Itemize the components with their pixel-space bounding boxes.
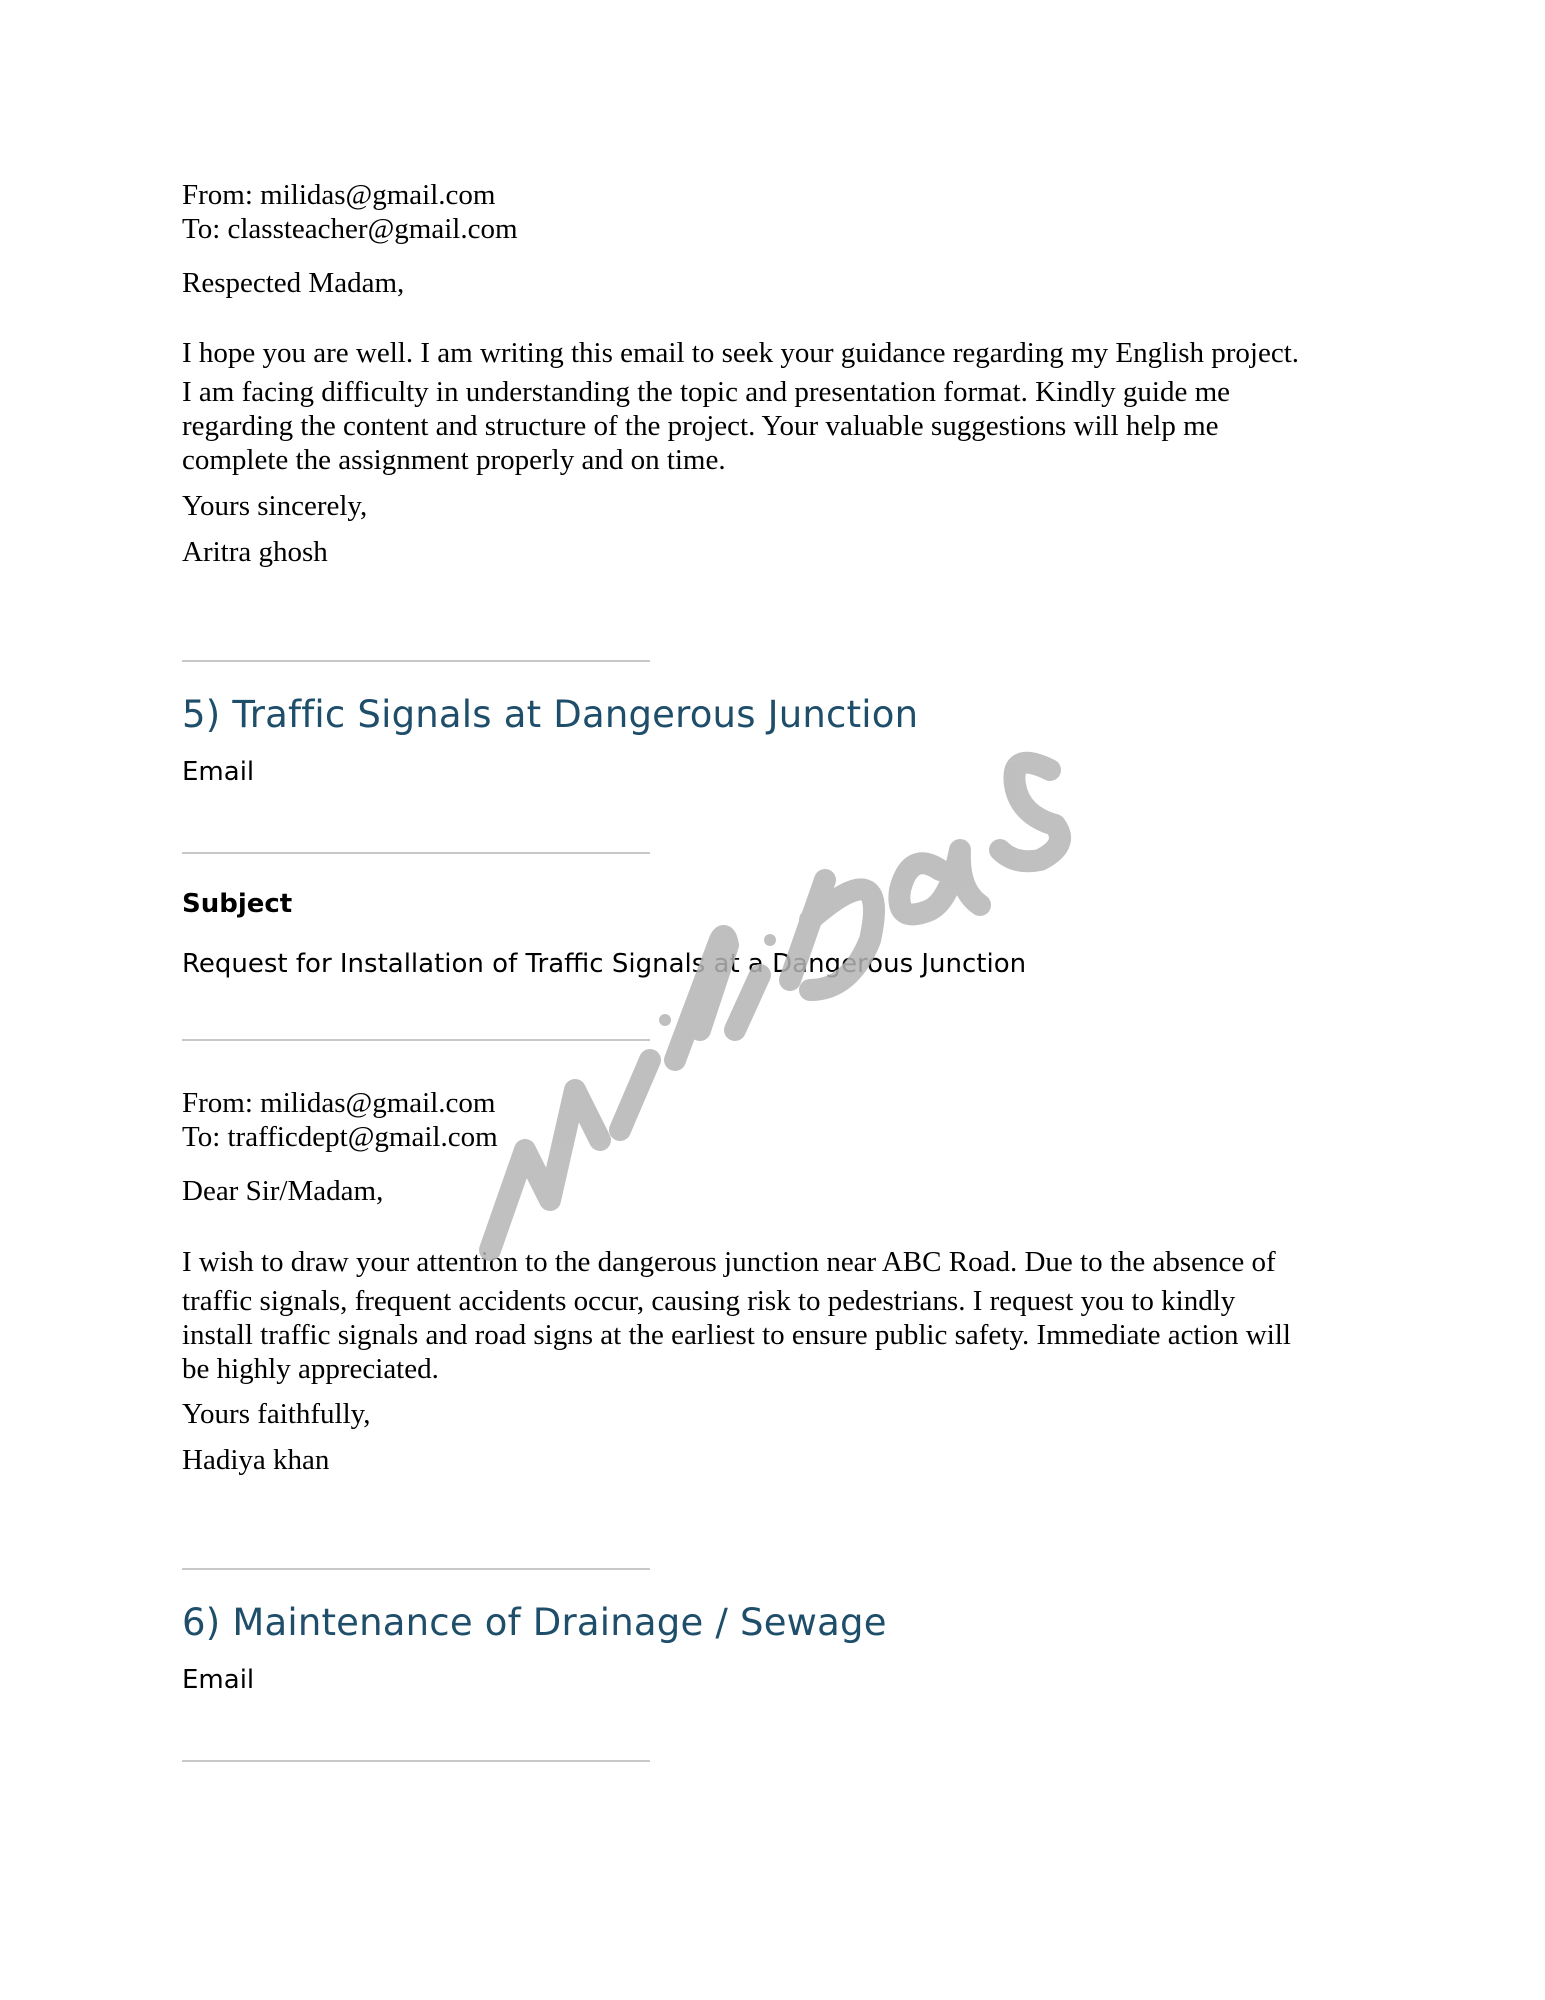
email-body-line: traffic signals, frequent accidents occur, causing risk to pedestrians. I request you to kindly <box>182 1285 1236 1317</box>
divider <box>182 1039 650 1041</box>
divider <box>182 1568 650 1570</box>
email-body-line: I hope you are well. I am writing this email to seek your guidance regarding my English project. <box>182 337 1299 369</box>
subject-label: Subject <box>182 889 293 919</box>
email-to: To: classteacher@gmail.com <box>182 213 518 245</box>
divider <box>182 1760 650 1762</box>
email-body-line: be highly appreciated. <box>182 1353 439 1385</box>
section-heading: 6) Maintenance of Drainage / Sewage <box>182 1601 887 1644</box>
email-from: From: milidas@gmail.com <box>182 1087 496 1119</box>
email-body-line: complete the assignment properly and on time. <box>182 444 726 476</box>
section-heading: 5) Traffic Signals at Dangerous Junction <box>182 693 919 736</box>
email-body-line: I am facing difficulty in understanding the topic and presentation format. Kindly guide me <box>182 376 1231 408</box>
signature-watermark <box>470 730 1090 1290</box>
email-signature: Aritra ghosh <box>182 536 328 568</box>
email-from: From: milidas@gmail.com <box>182 179 496 211</box>
divider <box>182 660 650 662</box>
email-to: To: trafficdept@gmail.com <box>182 1121 498 1153</box>
section-type-label: Email <box>182 1665 255 1695</box>
email-closing: Yours sincerely, <box>182 490 368 522</box>
email-body-line: I wish to draw your attention to the dangerous junction near ABC Road. Due to the absence of <box>182 1246 1276 1278</box>
section-type-label: Email <box>182 757 255 787</box>
email-body-line: regarding the content and structure of the project. Your valuable suggestions will help me <box>182 410 1219 442</box>
subject-text: Request for Installation of Traffic Signals at a Dangerous Junction <box>182 949 1027 979</box>
divider <box>182 852 650 854</box>
email-closing: Yours faithfully, <box>182 1398 371 1430</box>
email-body-line: install traffic signals and road signs at the earliest to ensure public safety. Immediate action will <box>182 1319 1291 1351</box>
email-salutation: Respected Madam, <box>182 267 405 299</box>
email-salutation: Dear Sir/Madam, <box>182 1175 384 1207</box>
email-signature: Hadiya khan <box>182 1444 330 1476</box>
